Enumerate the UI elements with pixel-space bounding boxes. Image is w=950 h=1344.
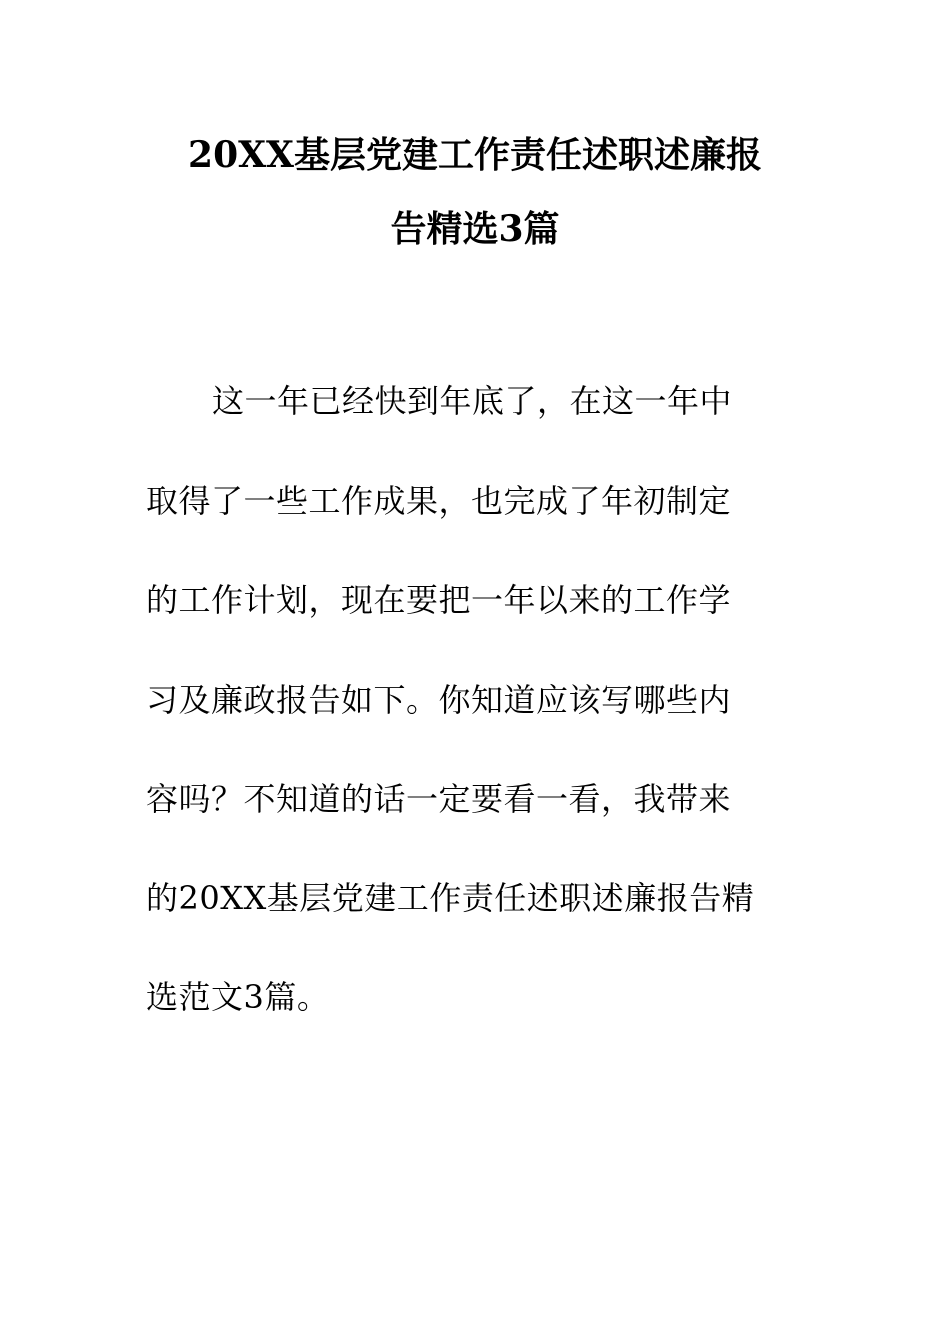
document-title-line-2: 告精选3篇 bbox=[390, 208, 560, 250]
paragraph-line-6: 的20XX基层党建工作责任述职述廉报告精 bbox=[146, 879, 755, 917]
paragraph-line-2: 取得了一些工作成果，也完成了年初制定 bbox=[146, 482, 732, 520]
paragraph-line-7: 选范文3篇。 bbox=[146, 978, 330, 1016]
document-title-line-1: 20XX基层党建工作责任述职述廉报 bbox=[188, 134, 762, 176]
paragraph-line-4: 习及廉政报告如下。你知道应该写哪些内 bbox=[146, 681, 732, 719]
paragraph-line-5: 容吗？不知道的话一定要看一看，我带来 bbox=[146, 780, 732, 818]
paragraph-line-1: 这一年已经快到年底了，在这一年中 bbox=[212, 382, 733, 420]
paragraph-line-3: 的工作计划，现在要把一年以来的工作学 bbox=[146, 581, 732, 619]
